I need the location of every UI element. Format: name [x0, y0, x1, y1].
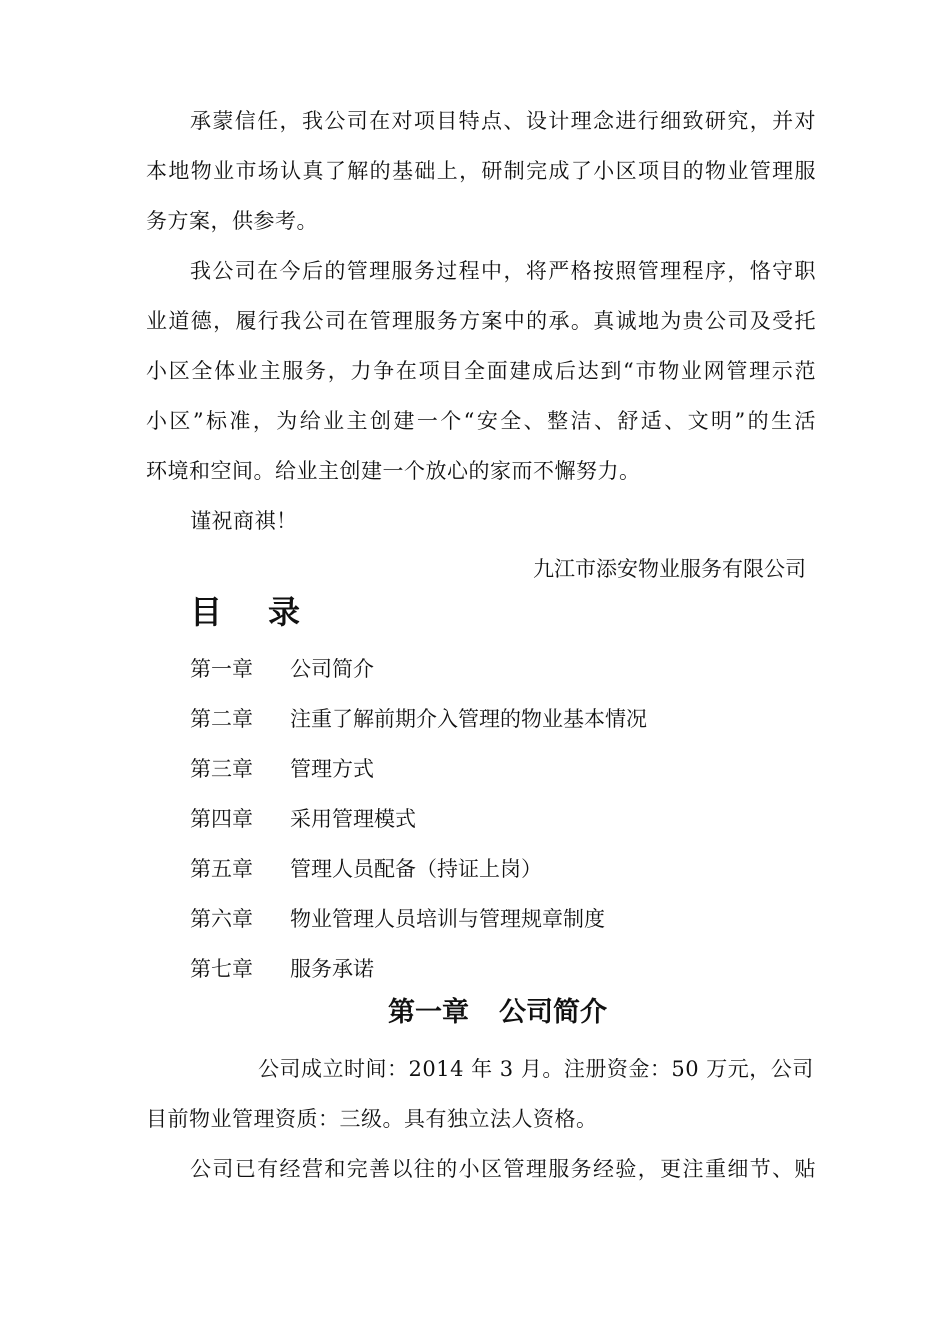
letter-p2-line1: 我公司在今后的管理服务过程中，将严格按照管理程序，恪守职 [190, 259, 816, 283]
toc-item-number: 第七章 [190, 957, 253, 981]
toc-item-title: 服务承诺 [290, 957, 374, 981]
toc-item [190, 706, 647, 732]
chapter-title: 公司简介 [499, 997, 607, 1028]
toc-item-number: 第四章 [190, 807, 253, 831]
chapter-number: 第一章 [388, 997, 469, 1028]
toc-item-number: 第二章 [190, 707, 253, 731]
toc-item-title: 采用管理模式 [290, 807, 416, 831]
toc-item [190, 956, 374, 982]
toc-item [190, 856, 542, 882]
chapter1-p1-line2: 目前物业管理资质：三级。具有独立法人资格。 [146, 1107, 598, 1131]
chapter1-p2-line1: 公司已有经营和完善以往的小区管理服务经验，更注重细节、贴 [190, 1157, 816, 1181]
toc-item-number: 第三章 [190, 757, 253, 781]
toc-item [190, 906, 605, 932]
toc-item-title: 管理人员配备（持证上岗） [290, 857, 542, 881]
toc-item-number: 第五章 [190, 857, 253, 881]
toc-item-number: 第六章 [190, 907, 253, 931]
letter-signature: 九江市添安物业服务有限公司 [533, 557, 806, 581]
letter-p2-line5: 环境和空间。给业主创建一个放心的家而不懈努力。 [146, 459, 641, 483]
toc-item [190, 656, 374, 682]
toc-item-title: 管理方式 [290, 757, 374, 781]
letter-closing: 谨祝商祺！ [190, 509, 298, 533]
toc-title: 目录 [190, 593, 347, 631]
toc-item [190, 756, 374, 782]
toc-item-title: 注重了解前期介入管理的物业基本情况 [290, 707, 647, 731]
chapter1-p1-line1: 公司成立时间：2014 年 3 月。注册资金：50 万元，公司 [258, 1057, 814, 1081]
letter-p2-line3: 小区全体业主服务，力争在项目全面建成后达到“市物业网管理示范 [146, 359, 816, 383]
chapter-heading [0, 996, 950, 1030]
letter-p1-line3: 务方案，供参考。 [146, 209, 318, 233]
toc-item [190, 806, 416, 832]
toc-item-title: 物业管理人员培训与管理规章制度 [290, 907, 605, 931]
letter-p2-line4: 小区”标准，为给业主创建一个“安全、整洁、舒适、文明”的生活 [146, 409, 816, 433]
letter-p1-line1: 承蒙信任，我公司在对项目特点、设计理念进行细致研究，并对 [190, 109, 816, 133]
toc-item-number: 第一章 [190, 657, 253, 681]
letter-p2-line2: 业道德，履行我公司在管理服务方案中的承。真诚地为贵公司及受托 [146, 309, 816, 333]
letter-p1-line2: 本地物业市场认真了解的基础上，研制完成了小区项目的物业管理服 [146, 159, 816, 183]
toc-item-title: 公司简介 [290, 657, 374, 681]
